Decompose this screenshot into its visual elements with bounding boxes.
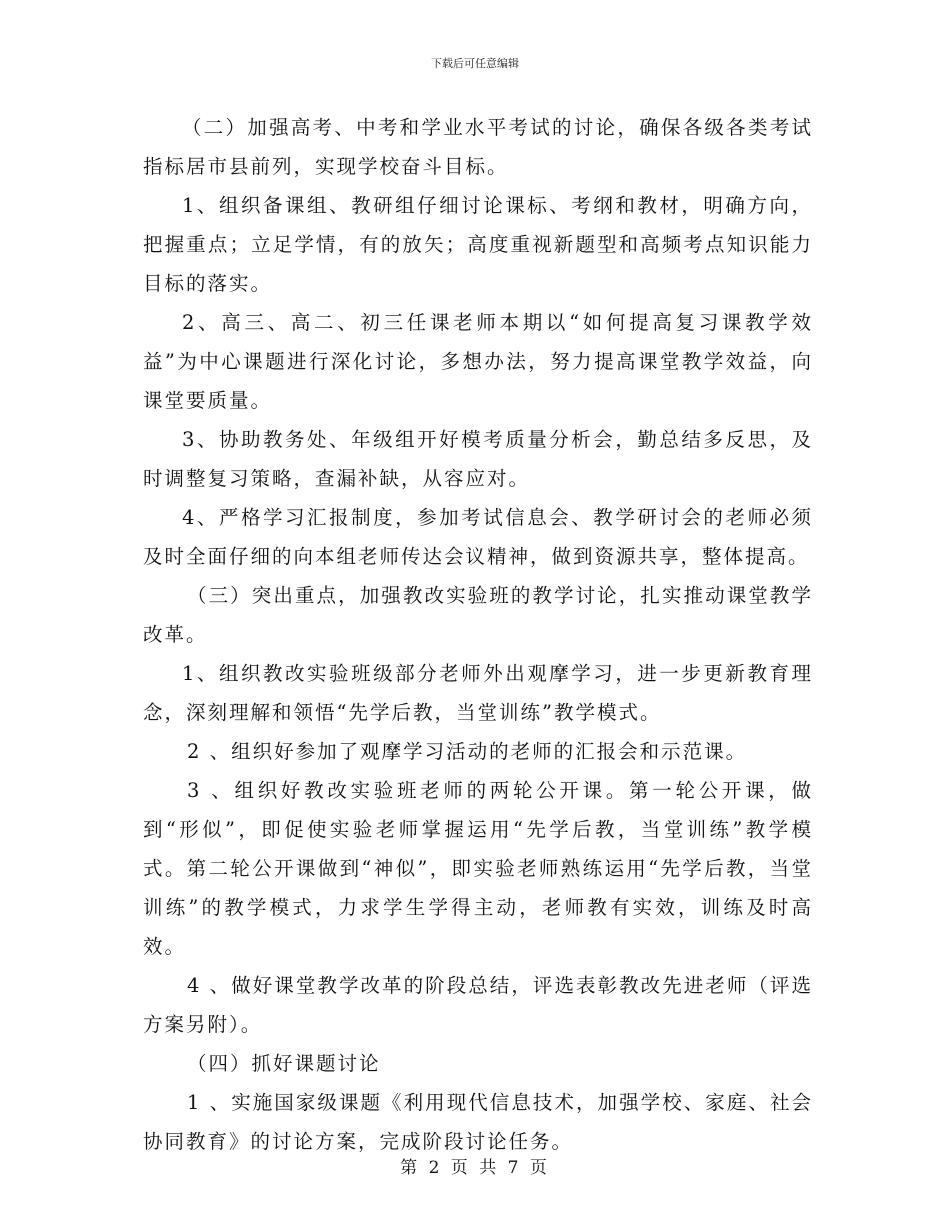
list-item: 1、组织教改实验班级部分老师外出观摩学习，进一步更新教育理念，深刻理解和领悟“先学后教，当堂训练”教学模式。 xyxy=(143,662,813,724)
list-item: 1、组织备课组、教研组仔细讨论课标、考纲和教材，明确方向，把握重点；立足学情，有的放矢；高度重视新题型和高频考点知识能力目标的落实。 xyxy=(143,194,813,295)
page-number: 第 2 页 共 7 页 xyxy=(400,1158,550,1178)
document-body xyxy=(143,108,813,1161)
list-item: 2、高三、高二、初三任课老师本期以“如何提高复习课教学效益”为中心课题进行深化讨论，多想办法，努力提高课堂教学效益，向课堂要质量。 xyxy=(143,311,813,412)
section-heading-4: （四）抓好课题讨论 xyxy=(187,1052,381,1075)
list-item: 4、严格学习汇报制度，参加考试信息会、教学研讨会的老师必须及时全面仔细的向本组老师传达会议精神，做到资源共享，整体提高。 xyxy=(143,506,813,568)
list-item: 2 、组织好参加了观摩学习活动的老师的汇报会和示范课。 xyxy=(187,740,748,763)
list-item: 3 、组织好教改实验班老师的两轮公开课。第一轮公开课，做到“形似”，即促使实验老师掌握运用“先学后教，当堂训练”教学模式。第二轮公开课做到“神似”，即实验老师熟练运用“先学后教，当堂训练”的教学模式，力求学生学得主动，老师教有实效，训练及时高效。 xyxy=(143,779,813,958)
list-item: 4 、做好课堂教学改革的阶段总结，评选表彰教改先进老师（评选方案另附）。 xyxy=(143,974,813,1036)
section-heading-2: （二）加强高考、中考和学业水平考试的讨论，确保各级各类考试指标居市县前列，实现学校奋斗目标。 xyxy=(143,116,813,178)
section-heading-3: （三）突出重点，加强教改实验班的教学讨论，扎实推动课堂教学改革。 xyxy=(143,584,813,646)
list-item: 1 、实施国家级课题《利用现代信息技术，加强学校、家庭、社会协同教育》的讨论方案，完成阶段讨论任务。 xyxy=(143,1091,813,1153)
page-header-note: 下载后可任意编辑 xyxy=(431,57,519,70)
list-item: 3、协助教务处、年级组开好模考质量分析会，勤总结多反思，及时调整复习策略，查漏补缺，从容应对。 xyxy=(143,428,813,490)
